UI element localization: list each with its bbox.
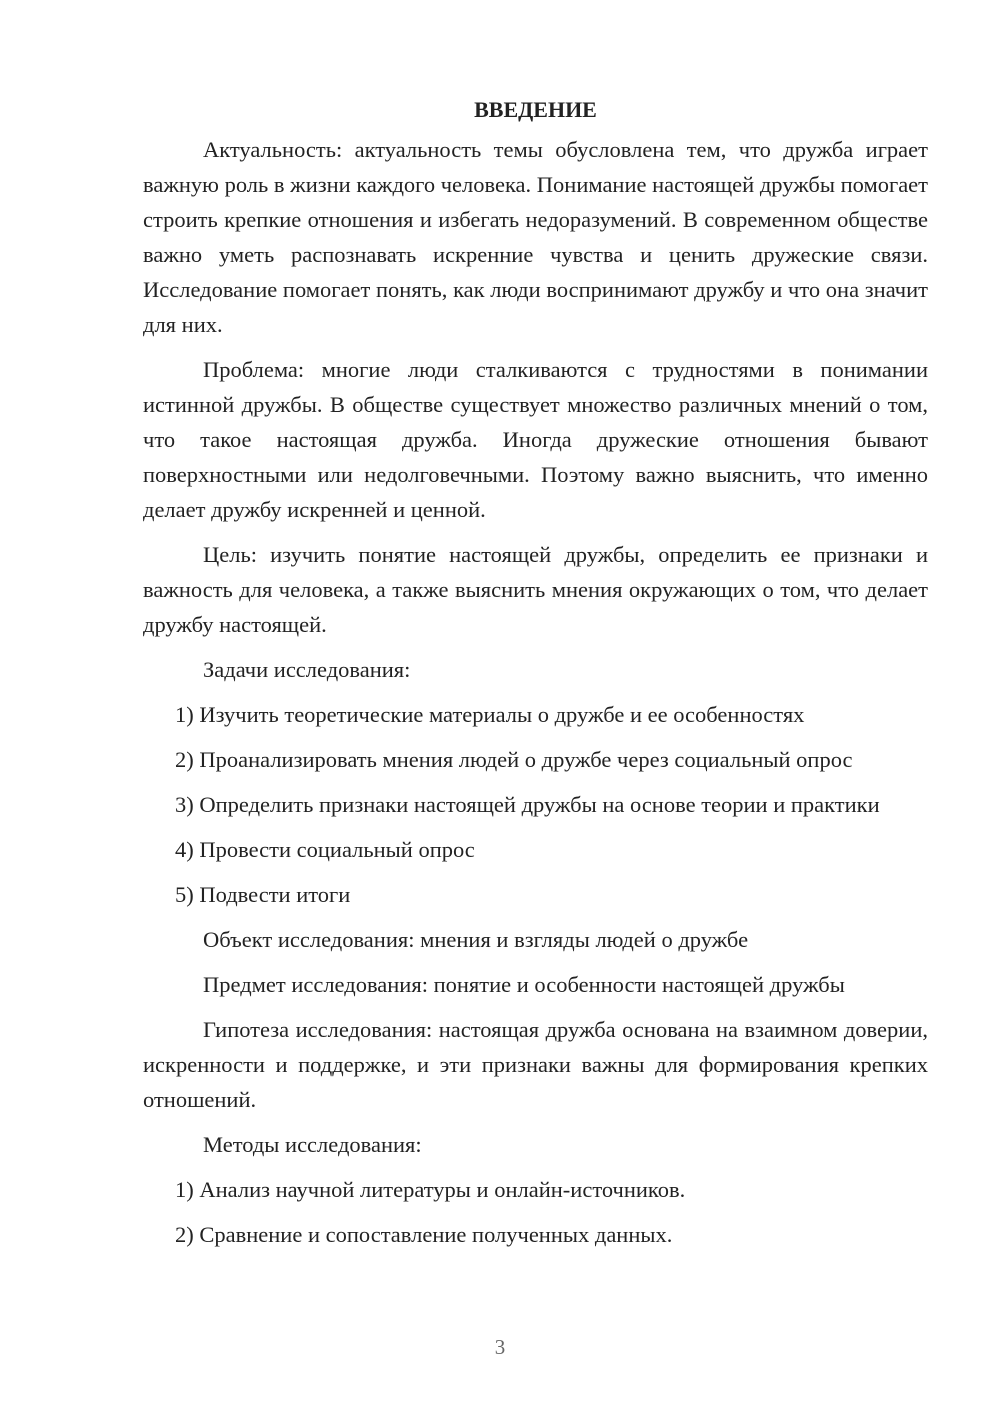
task-item: 4) Провести социальный опрос (175, 837, 475, 862)
task-item: 1) Изучить теоретические материалы о дружбе и ее особенностях (175, 702, 805, 727)
object-paragraph: Объект исследования: мнения и взгляды людей о дружбе (203, 927, 749, 952)
method-item: 1) Анализ научной литературы и онлайн-источников. (175, 1177, 686, 1202)
document-body (143, 92, 928, 1262)
methods-heading: Методы исследования: (203, 1132, 422, 1157)
tasks-heading: Задачи исследования: (203, 657, 411, 682)
task-item: 5) Подвести итоги (175, 882, 351, 907)
problem-paragraph: Проблема: многие люди сталкиваются с трудностями в понимании истинной дружбы. В обществе существует множество различных мнений о том, что такое настоящая дружба. Иногда дружеские отношения бывают поверхностными или недолговечными. Поэтому важно выяснить, что именно делает дружбу искренней и ценной. (143, 357, 928, 522)
section-title: ВВЕДЕНИЕ (474, 97, 597, 122)
relevance-paragraph: Актуальность: актуальность темы обусловлена тем, что дружба играет важную роль в жизни каждого человека. Понимание настоящей дружбы помогает строить крепкие отношения и избегать недоразумений. В современном обществе важно уметь распознавать искренние чувства и ценить дружеские связи. Исследование помогает понять, как люди воспринимают дружбу и что она значит для них. (143, 137, 929, 337)
task-item: 2) Проанализировать мнения людей о дружбе через социальный опрос (175, 747, 853, 772)
method-item: 2) Сравнение и сопоставление полученных данных. (175, 1222, 673, 1247)
task-item: 3) Определить признаки настоящей дружбы на основе теории и практики (175, 792, 880, 817)
hypothesis-paragraph: Гипотеза исследования: настоящая дружба основана на взаимном доверии, искренности и поддержке, и эти признаки важны для формирования крепких отношений. (143, 1017, 928, 1112)
page-number: 3 (494, 1335, 506, 1359)
goal-paragraph: Цель: изучить понятие настоящей дружбы, определить ее признаки и важность для человека, а также выяснить мнения окружающих о том, что делает дружбу настоящей. (143, 542, 928, 637)
subject-paragraph: Предмет исследования: понятие и особенности настоящей дружбы (203, 972, 845, 997)
